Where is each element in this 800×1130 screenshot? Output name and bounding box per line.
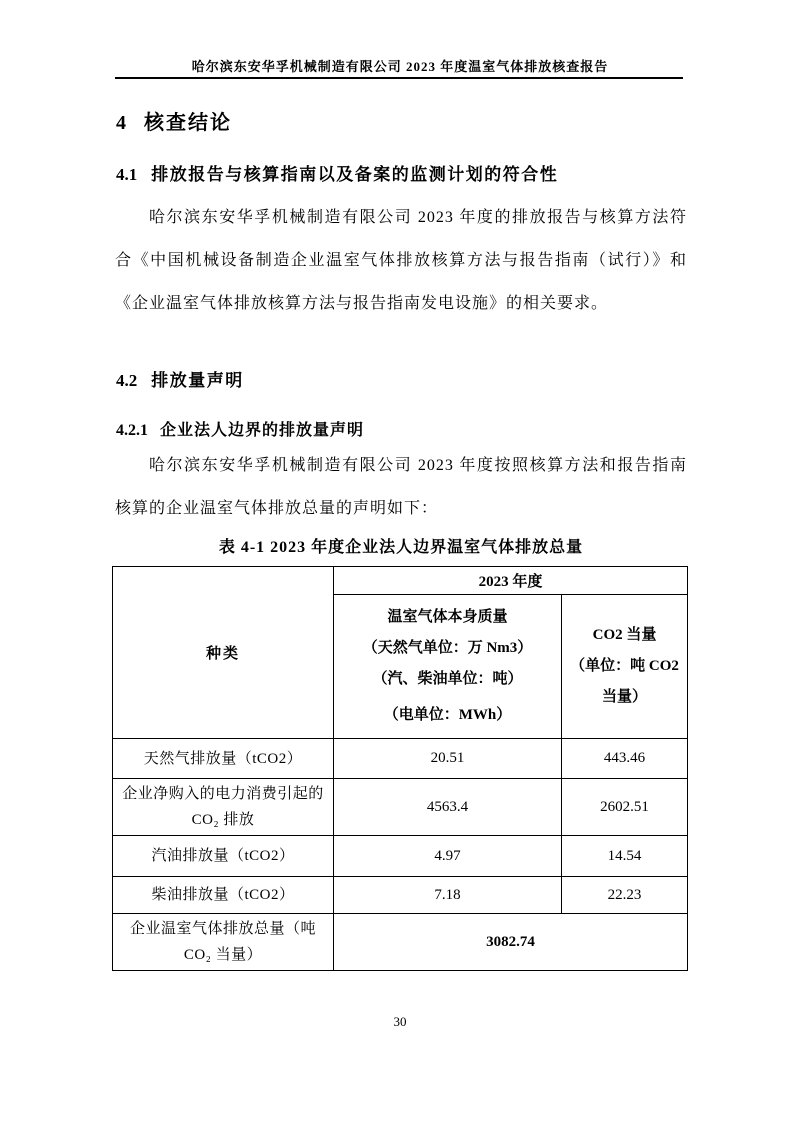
section-4-1-heading xyxy=(116,160,558,185)
section-4-heading xyxy=(116,106,232,135)
gasoline-mass-value: 4.97 xyxy=(334,836,562,877)
diesel-mass-value: 7.18 xyxy=(334,877,562,914)
gas-mass-header-line-3: （汽、柴油单位：吨） xyxy=(372,671,523,687)
table-row-natural-gas xyxy=(113,739,688,779)
section-4-2-title: 排放量声明 xyxy=(151,371,244,390)
section-4-2-number: 4.2 xyxy=(116,371,138,390)
natural-gas-co2e-value: 443.46 xyxy=(562,739,688,779)
table-header-gas-mass xyxy=(334,595,562,739)
co2e-header-line-3: 当量） xyxy=(602,689,648,705)
header-rule xyxy=(115,77,683,79)
page-number: 30 xyxy=(393,1014,407,1029)
section-4-2-1-number: 4.2.1 xyxy=(116,422,148,439)
electricity-label: 企业净购入的电力消费引起的 CO₂ 排放 xyxy=(113,779,334,836)
table-row-year-header xyxy=(113,567,688,595)
natural-gas-mass-value: 20.51 xyxy=(334,739,562,779)
table-row-gasoline xyxy=(113,836,688,877)
section-4-2-heading xyxy=(116,366,244,391)
section-4-number: 4 xyxy=(116,112,126,134)
table-header-year: 2023 年度 xyxy=(334,567,688,595)
table-row-diesel xyxy=(113,877,688,914)
gas-mass-header-line-2: （天然气单位：万 Nm3） xyxy=(362,640,533,656)
table-row-total xyxy=(113,914,688,971)
section-4-1-title: 排放报告与核算指南以及备案的监测计划的符合性 xyxy=(151,165,559,184)
diesel-co2e-value: 22.23 xyxy=(562,877,688,914)
gasoline-label: 汽油排放量（tCO2） xyxy=(113,836,334,877)
section-4-1-number: 4.1 xyxy=(116,165,138,184)
table-header-co2-equivalent xyxy=(562,595,688,739)
running-header: 哈尔滨东安华孚机械制造有限公司 2023 年度温室气体排放核查报告 xyxy=(191,59,609,74)
table-caption: 表 4-1 2023 年度企业法人边界温室气体排放总量 xyxy=(218,539,584,556)
electricity-mass-value: 4563.4 xyxy=(334,779,562,836)
natural-gas-label: 天然气排放量（tCO2） xyxy=(113,739,334,779)
total-label: 企业温室气体排放总量（吨 CO₂ 当量） xyxy=(113,914,334,971)
gas-mass-header-line-4: （电单位：MWh） xyxy=(383,707,512,723)
emissions-table xyxy=(112,566,688,971)
table-row-purchased-electricity xyxy=(113,779,688,836)
co2e-header-line-2: （单位：吨 CO2 xyxy=(570,658,679,674)
section-4-2-1-title: 企业法人边界的排放量声明 xyxy=(160,422,365,439)
co2e-header-line-1: CO2 当量 xyxy=(592,627,657,643)
section-4-1-paragraph: 哈尔滨东安华孚机械制造有限公司 2023 年度的排放报告与核算方法符合《中国机械设备制造企业温室气体排放核算方法与报告指南（试行）》和《企业温室气体排放核算方法与报告指南发电设施》的相关要求。 xyxy=(115,209,687,312)
diesel-label: 柴油排放量（tCO2） xyxy=(113,877,334,914)
table-header-kind: 种类 xyxy=(113,567,334,739)
section-4-title: 核查结论 xyxy=(144,112,232,134)
electricity-co2e-value: 2602.51 xyxy=(562,779,688,836)
section-4-2-1-paragraph: 哈尔滨东安华孚机械制造有限公司 2023 年度按照核算方法和报告指南核算的企业温室气体排放总量的声明如下： xyxy=(115,457,687,517)
gas-mass-header-line-1: 温室气体本身质量 xyxy=(387,609,508,625)
total-value: 3082.74 xyxy=(334,914,688,971)
gasoline-co2e-value: 14.54 xyxy=(562,836,688,877)
section-4-2-1-heading xyxy=(116,417,364,440)
